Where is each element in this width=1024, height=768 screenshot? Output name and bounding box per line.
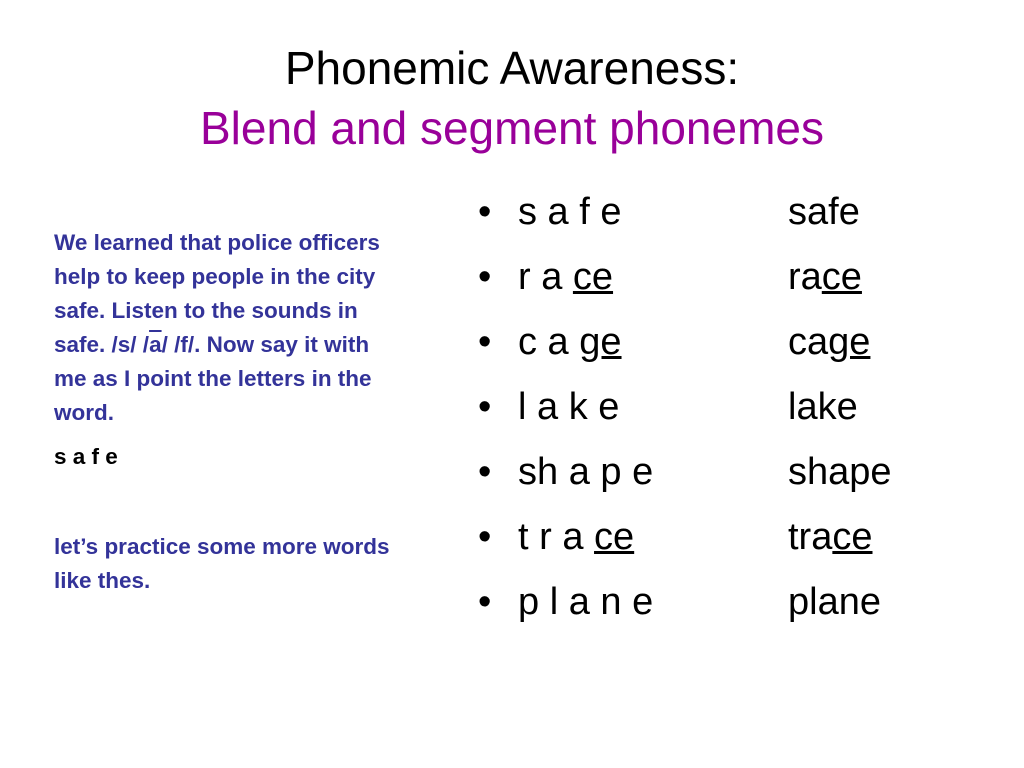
word-row-cage xyxy=(478,310,998,375)
segmented-sounds xyxy=(518,375,619,440)
word-underlined: ce xyxy=(832,516,873,558)
title-line: Phonemic Awareness: xyxy=(284,42,740,94)
segmented-sounds xyxy=(518,570,653,635)
sounds-text: t r a xyxy=(518,516,595,558)
blended-word xyxy=(788,310,870,375)
word-row-trace xyxy=(478,505,998,570)
sounds-underlined: ce xyxy=(572,256,614,298)
bullet-icon: • xyxy=(478,386,492,428)
bullet-icon: • xyxy=(478,256,492,298)
bullet-icon: • xyxy=(478,581,492,623)
word-text: ca xyxy=(788,321,829,363)
word-text: lake xyxy=(788,386,858,428)
sounds-text: p l a n e xyxy=(518,581,654,623)
segmented-sounds xyxy=(518,505,634,570)
sounds-text: s a f e xyxy=(518,191,622,233)
word-row-lake xyxy=(478,375,998,440)
long-vowel-mark: $\overline{a}$ xyxy=(149,332,162,357)
spelled-word: s a f e xyxy=(54,444,118,469)
segmented-sounds xyxy=(518,310,622,375)
word-text: tra xyxy=(788,516,833,558)
bullet-icon: • xyxy=(478,516,492,558)
segmented-sounds xyxy=(518,245,613,310)
word-text: ra xyxy=(788,256,822,298)
word-text: shape xyxy=(788,451,892,493)
notes-intro-part2: / /f/. Now say it with me as I point the letters in the word. xyxy=(54,332,372,425)
word-text: safe xyxy=(788,191,860,233)
subtitle-line: Blend and segment phonemes xyxy=(200,102,824,154)
teacher-notes xyxy=(54,226,400,598)
word-row-safe xyxy=(478,180,998,245)
sounds-underlined: ge xyxy=(579,321,622,363)
sounds-text: r a xyxy=(518,256,573,298)
word-list xyxy=(478,180,998,635)
segmented-sounds xyxy=(518,180,622,245)
word-row-plane xyxy=(478,570,998,635)
segmented-sounds xyxy=(518,440,653,505)
practice-text: let’s practice some more words like thes. xyxy=(54,534,390,593)
blended-word xyxy=(788,375,858,440)
word-row-race xyxy=(478,245,998,310)
word-underlined: ge xyxy=(828,321,871,363)
sounds-text: sh a p e xyxy=(518,451,654,493)
sounds-text: c a xyxy=(518,321,580,363)
word-text: plane xyxy=(788,581,881,623)
blended-word xyxy=(788,505,873,570)
sounds-text: l a k e xyxy=(518,386,620,428)
bullet-icon: • xyxy=(478,191,492,233)
bullet-icon: • xyxy=(478,321,492,363)
word-underlined: ce xyxy=(821,256,862,298)
blended-word xyxy=(788,180,860,245)
blended-word xyxy=(788,245,862,310)
notes-intro xyxy=(54,226,400,430)
word-row-shape xyxy=(478,440,998,505)
sounds-underlined: ce xyxy=(594,516,635,558)
blended-word xyxy=(788,440,892,505)
blended-word xyxy=(788,570,881,635)
notes-intro-part1: We learned that police officers help to keep people in the city safe. Listen to the sounds in safe. /s/ / xyxy=(54,230,380,357)
slide-title xyxy=(0,38,1024,158)
bullet-icon: • xyxy=(478,451,492,493)
